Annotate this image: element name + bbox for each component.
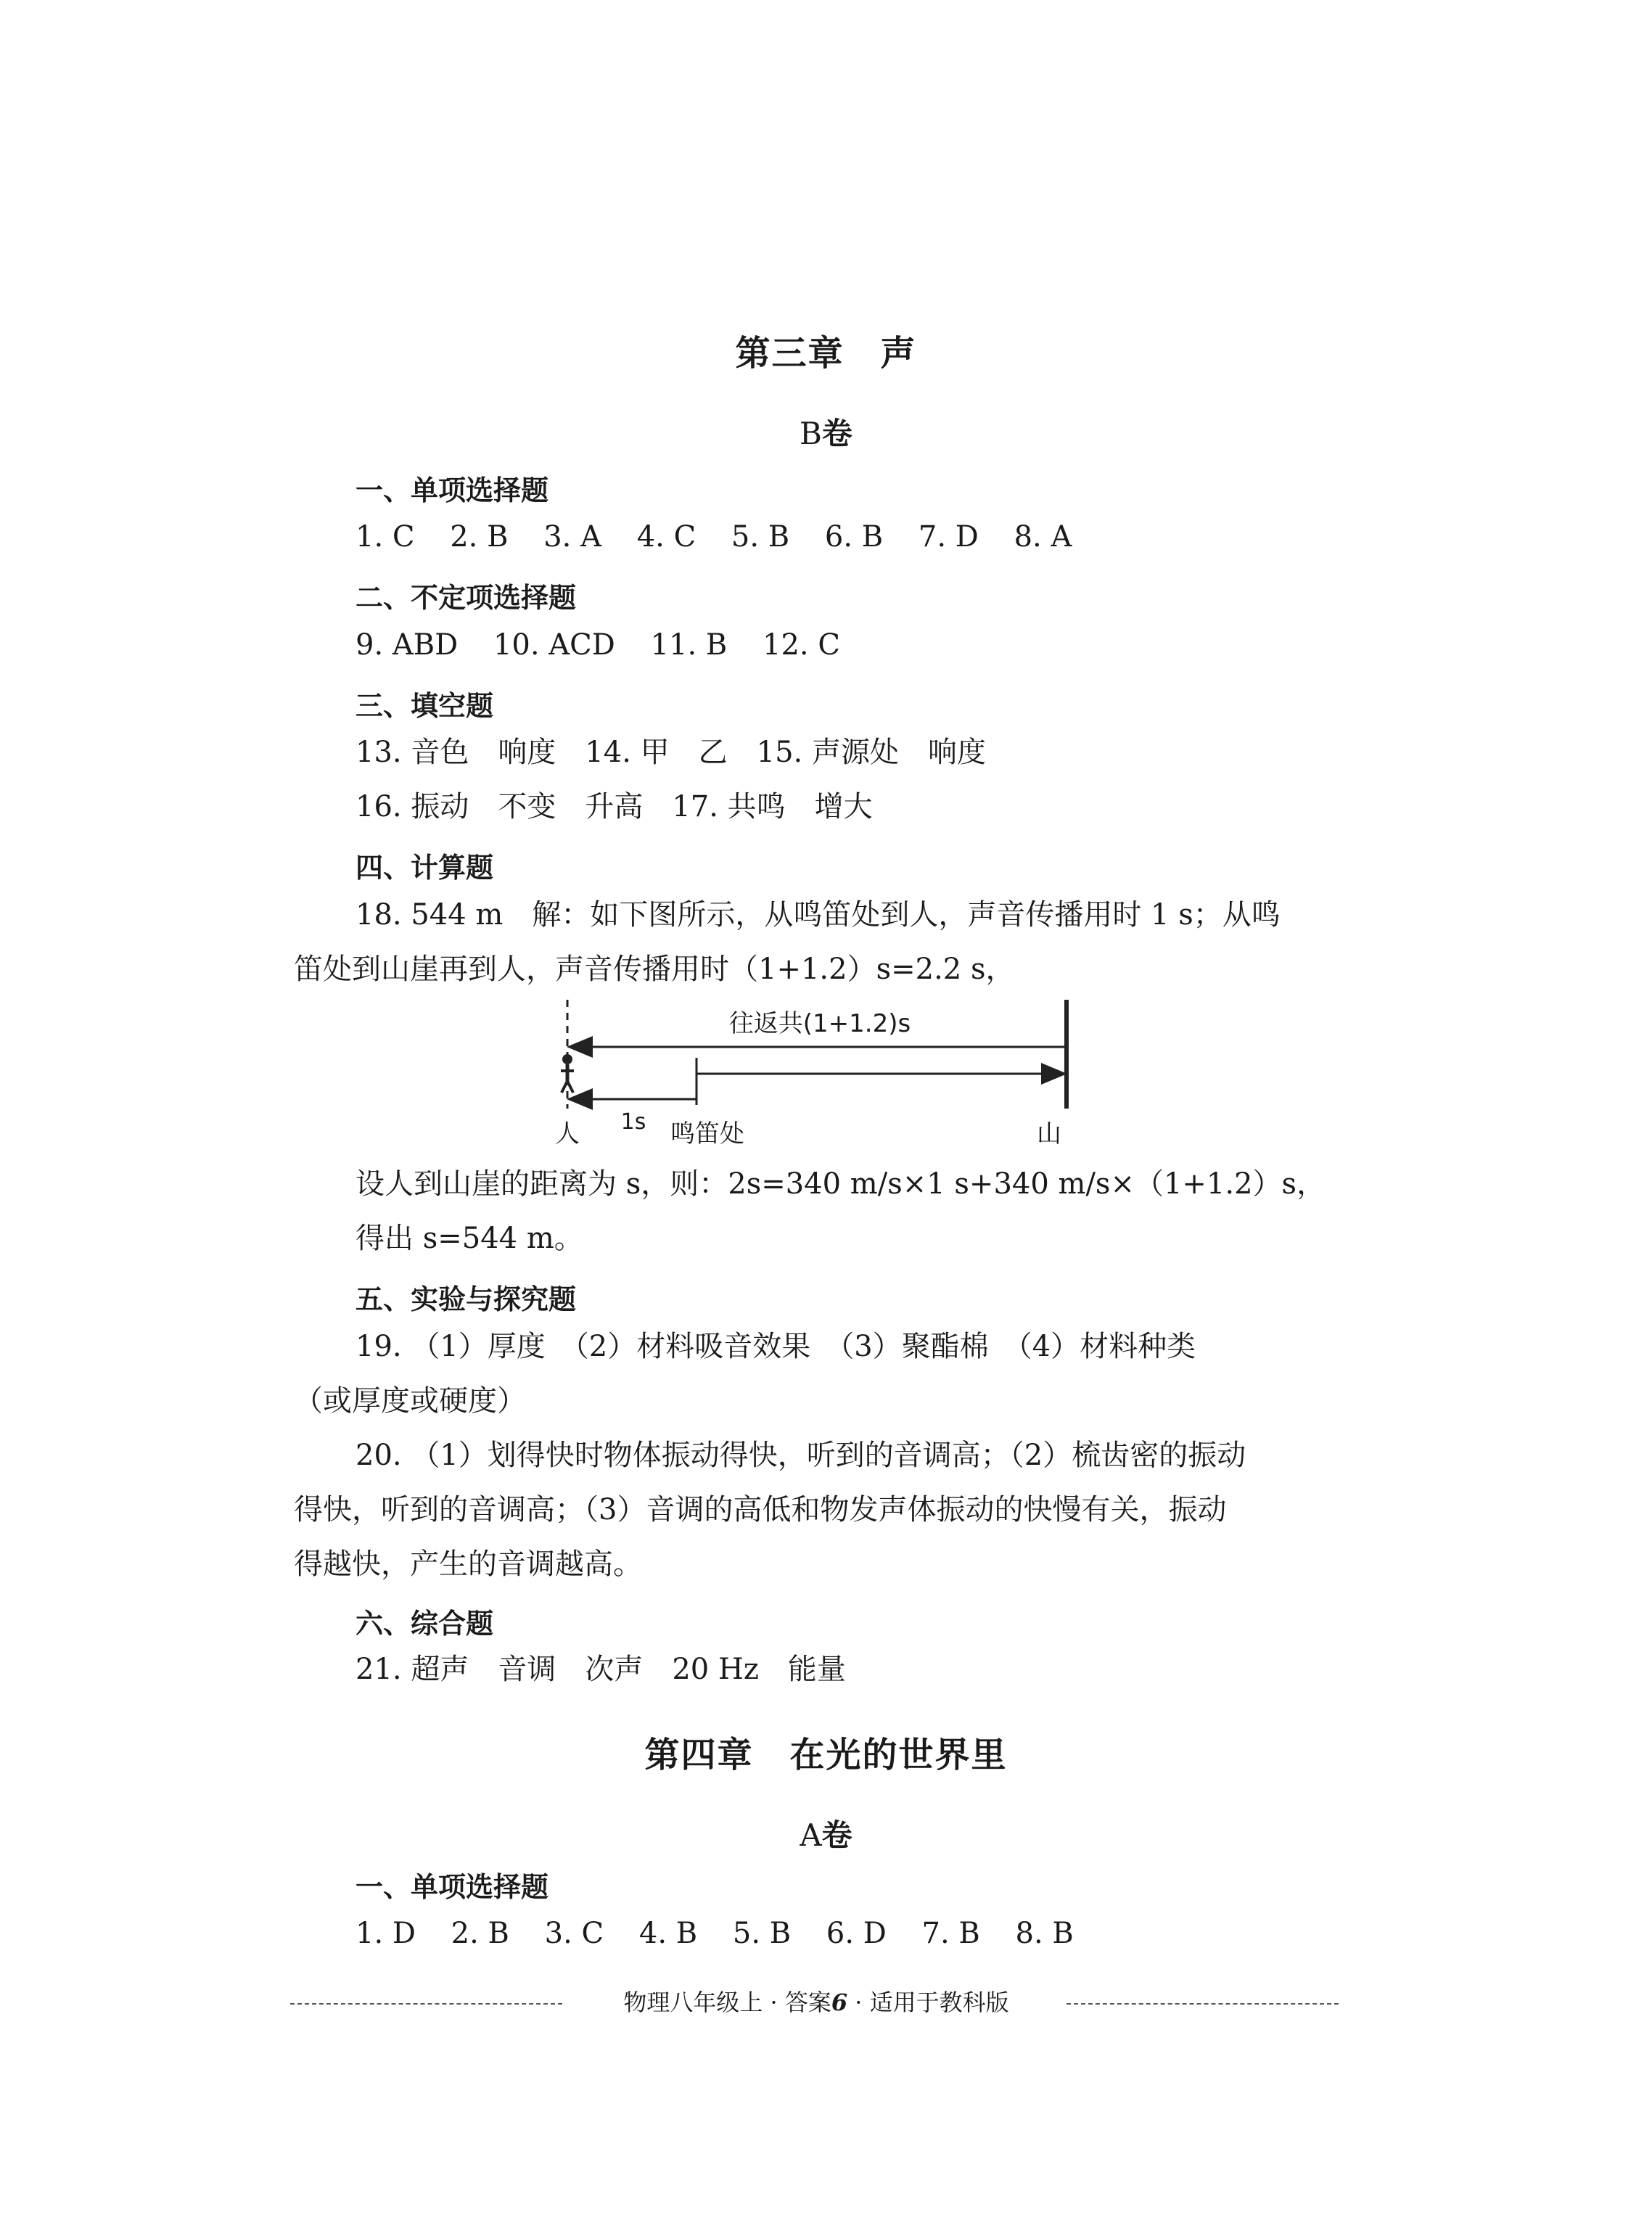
answer-item: 10. ACD — [493, 628, 615, 662]
footer-divider-left — [290, 2003, 562, 2005]
single-choice-answers — [356, 520, 1072, 554]
section-multi-choice: 二、不定项选择题 — [356, 582, 577, 614]
section-single-choice: 一、单项选择题 — [356, 474, 549, 506]
answer-item: 7. B — [921, 1917, 980, 1950]
paper-letter: B — [800, 416, 822, 451]
answer-item: 3. C — [544, 1917, 604, 1950]
answer-item: 6. D — [826, 1917, 887, 1950]
chapter-3-paper-title — [0, 410, 1652, 453]
chapter-4-title: 第四章 在光的世界里 — [644, 1735, 1008, 1775]
answer-item: 3. A — [543, 520, 601, 554]
answer-item: 2. B — [451, 1917, 509, 1950]
answer-19-line-1: 19. （1）厚度 （2）材料吸音效果 （3）聚酯棉 （4）材料种类 — [356, 1330, 1196, 1363]
one-second-label: 1s — [620, 1109, 646, 1135]
answer-13-15: 13. 音色 响度 14. 甲 乙 15. 声源处 响度 — [356, 736, 986, 769]
paper-letter: A — [800, 1817, 822, 1853]
page-number: 6 — [831, 1989, 848, 2016]
answer-18-line-2: 笛处到山崖再到人，声音传播用时（1+1.2）s=2.2 s， — [294, 953, 1015, 986]
footer-subject: 物理八年级上 · 答案 — [623, 1989, 831, 2016]
paper-suffix: 卷 — [821, 416, 852, 451]
answer-20-line-2: 得快，听到的音调高；（3）音调的高低和物发声体振动的快慢有关，振动 — [294, 1493, 1227, 1526]
answer-item: 8. B — [1015, 1917, 1074, 1950]
answer-21: 21. 超声 音调 次声 20 Hz 能量 — [356, 1653, 846, 1686]
answer-item: 6. B — [824, 520, 884, 554]
answer-item: 5. B — [732, 1917, 792, 1950]
answer-16-17: 16. 振动 不变 升高 17. 共鸣 增大 — [356, 790, 873, 823]
answer-item: 4. B — [638, 1917, 698, 1950]
section-comprehensive: 六、综合题 — [356, 1608, 494, 1640]
answer-18-line-1: 18. 544 m 解：如下图所示，从鸣笛处到人，声音传播用时 1 s；从鸣 — [356, 898, 1281, 932]
answer-item: 7. D — [918, 520, 979, 554]
answer-19-line-2: （或厚度或硬度） — [294, 1384, 526, 1418]
section-calculation: 四、计算题 — [356, 852, 494, 884]
answer-item: 1. D — [356, 1917, 416, 1950]
answer-item: 8. A — [1014, 520, 1072, 554]
footer-text — [566, 1984, 1067, 2018]
answer-20-line-3: 得越快，产生的音调越高。 — [294, 1547, 642, 1581]
answer-18-line-4: 得出 s=544 m。 — [356, 1222, 583, 1255]
answer-18-line-3: 设人到山崖的距离为 s，则：2s=340 m/s×1 s+340 m/s×（1+1.2）s， — [356, 1167, 1326, 1201]
echo-diagram-svg — [555, 1000, 1125, 1148]
footer-edition: · 适用于教科版 — [847, 1989, 1009, 2016]
round-trip-label: 往返共(1+1.2)s — [728, 1009, 911, 1038]
chapter-3-title: 第三章 声 — [735, 333, 917, 374]
single-choice-answers-ch4 — [356, 1917, 1074, 1950]
echo-diagram — [555, 1000, 1125, 1148]
footer-divider-right — [1067, 2003, 1339, 2005]
section-fill-blank: 三、填空题 — [356, 690, 494, 722]
answer-item: 1. C — [356, 520, 415, 554]
section-experiment: 五、实验与探究题 — [356, 1283, 577, 1315]
answer-item: 12. C — [763, 628, 840, 662]
page-footer — [290, 1984, 1339, 2021]
answer-item: 9. ABD — [356, 628, 459, 662]
mountain-label: 山 — [1037, 1119, 1061, 1148]
answer-item: 5. B — [731, 520, 790, 554]
person-label: 人 — [555, 1119, 580, 1148]
chapter-4-paper-title — [0, 1812, 1652, 1855]
answer-20-line-1: 20. （1）划得快时物体振动得快，听到的音调高；（2）梳齿密的振动 — [356, 1439, 1246, 1472]
answer-item: 4. C — [636, 520, 696, 554]
answer-item: 11. B — [650, 628, 728, 662]
horn-label: 鸣笛处 — [670, 1119, 744, 1148]
answer-item: 2. B — [450, 520, 509, 554]
person-icon — [561, 1054, 574, 1093]
paper-suffix: 卷 — [821, 1817, 852, 1853]
multi-choice-answers — [356, 628, 840, 662]
section-single-choice-ch4: 一、单项选择题 — [356, 1871, 549, 1903]
